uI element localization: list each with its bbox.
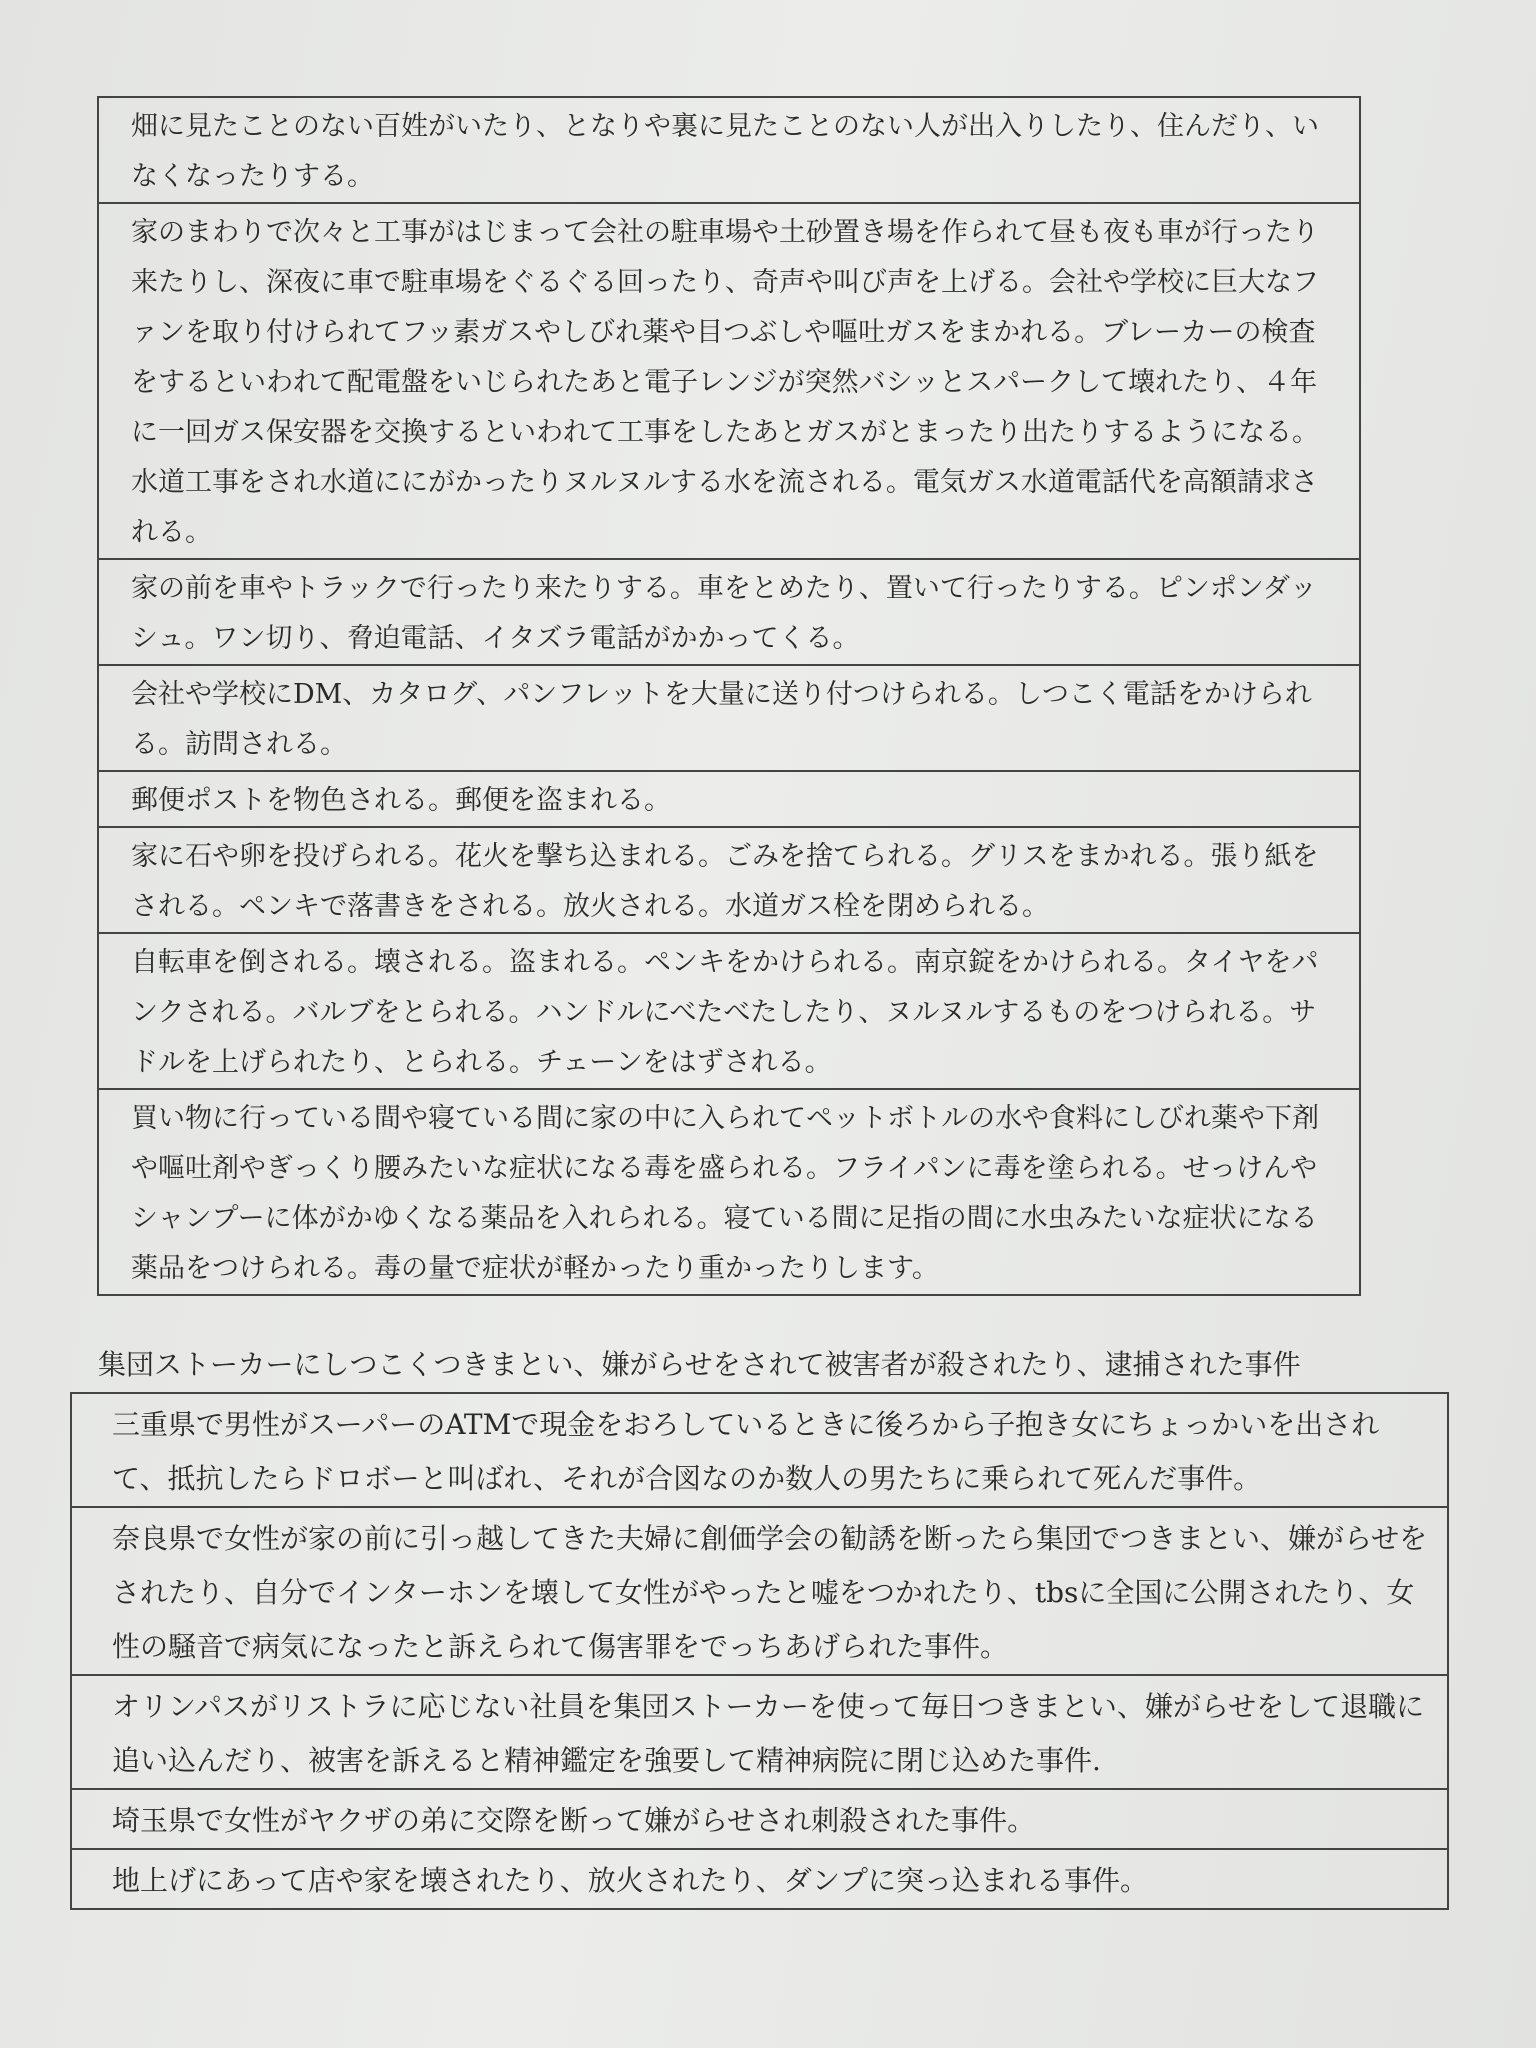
table-row: 地上げにあって店や家を壊されたり、放火されたり、ダンプに突っ込まれる事件。	[72, 1848, 1447, 1908]
table-row: 畑に見たことのない百姓がいたり、となりや裏に見たことのない人が出入りしたり、住んだり、いなくなったりする。	[131, 111, 1319, 192]
table-row: 自転車を倒される。壊される。盗まれる。ペンキをかけられる。南京錠をかけられる。タイヤをパンクされる。バルブをとられる。ハンドルにべたべたしたり、ヌルヌルするものをつけられる。サドルを上げられたり、とられる。チェーンをはずされる。	[99, 932, 1359, 1088]
table-row: 家に石や卵を投げられる。花火を撃ち込まれる。ごみを捨てられる。グリスをまかれる。張り紙をされる。ペンキで落書きをされる。放火される。水道ガス栓を閉められる。	[99, 826, 1359, 932]
table-row: 埼玉県で女性がヤクザの弟に交際を断って嫌がらせされ刺殺された事件。	[72, 1788, 1447, 1848]
table-row: 家のまわりで次々と工事がはじまって会社の駐車場や土砂置き場を作られて昼も夜も車が行ったり来たりし、深夜に車で駐車場をぐるぐる回ったり、奇声や叫び声を上げる。会社や学校に巨大なファンを取り付けられてフッ素ガスやしびれ薬や目つぶしや嘔吐ガスをまかれる。ブレーカーの検査をするといわれて配電盤をいじられたあと電子レンジが突然バシッとスパークして壊れたり、４年に一回ガス保安器を交換するといわれて工事をしたあとガスがとまったり出たりするようになる。水道工事をされ水道ににがかったりヌルヌルする水を流される。電気ガス水道電話代を高額請求される。	[99, 202, 1359, 558]
table-row: 三重県で男性がスーパーのATMで現金をおろしているときに後ろから子抱き女にちょっかいを出されて、抵抗したらドロボーと叫ばれ、それが合図なのか数人の男たちに乗られて死んだ事件。	[112, 1408, 1380, 1495]
section-heading: 集団ストーカーにしつこくつきまとい、嫌がらせをされて被害者が殺されたり、逮捕された事件	[98, 1348, 1301, 1381]
table-row: 奈良県で女性が家の前に引っ越してきた夫婦に創価学会の勧誘を断ったら集団でつきまとい、嫌がらせをされたり、自分でインターホンを壊して女性がやったと嘘をつかれたり、tbsに全国に公開されたり、女性の騒音で病気になったと訴えられて傷害罪をでっちあげられた事件。	[72, 1506, 1447, 1674]
table-row: オリンパスがリストラに応じない社員を集団ストーカーを使って毎日つきまとい、嫌がらせをして退職に追い込んだり、被害を訴えると精神鑑定を強要して精神病院に閉じ込めた事件.	[72, 1674, 1447, 1788]
harassment-list-table	[97, 96, 1361, 1296]
incident-list-table	[70, 1392, 1449, 1910]
table-row: 会社や学校にDM、カタログ、パンフレットを大量に送り付つけられる。しつこく電話をかけられる。訪問される。	[99, 664, 1359, 770]
table-row: 郵便ポストを物色される。郵便を盗まれる。	[99, 770, 1359, 826]
table-row: 家の前を車やトラックで行ったり来たりする。車をとめたり、置いて行ったりする。ピンポンダッシュ。ワン切り、脅迫電話、イタズラ電話がかかってくる。	[99, 558, 1359, 664]
table-row: 買い物に行っている間や寝ている間に家の中に入られてペットボトルの水や食料にしびれ薬や下剤や嘔吐剤やぎっくり腰みたいな症状になる毒を盛られる。フライパンに毒を塗られる。せっけんやシャンプーに体がかゆくなる薬品を入れられる。寝ている間に足指の間に水虫みたいな症状になる薬品をつけられる。毒の量で症状が軽かったり重かったりします。	[99, 1088, 1359, 1294]
